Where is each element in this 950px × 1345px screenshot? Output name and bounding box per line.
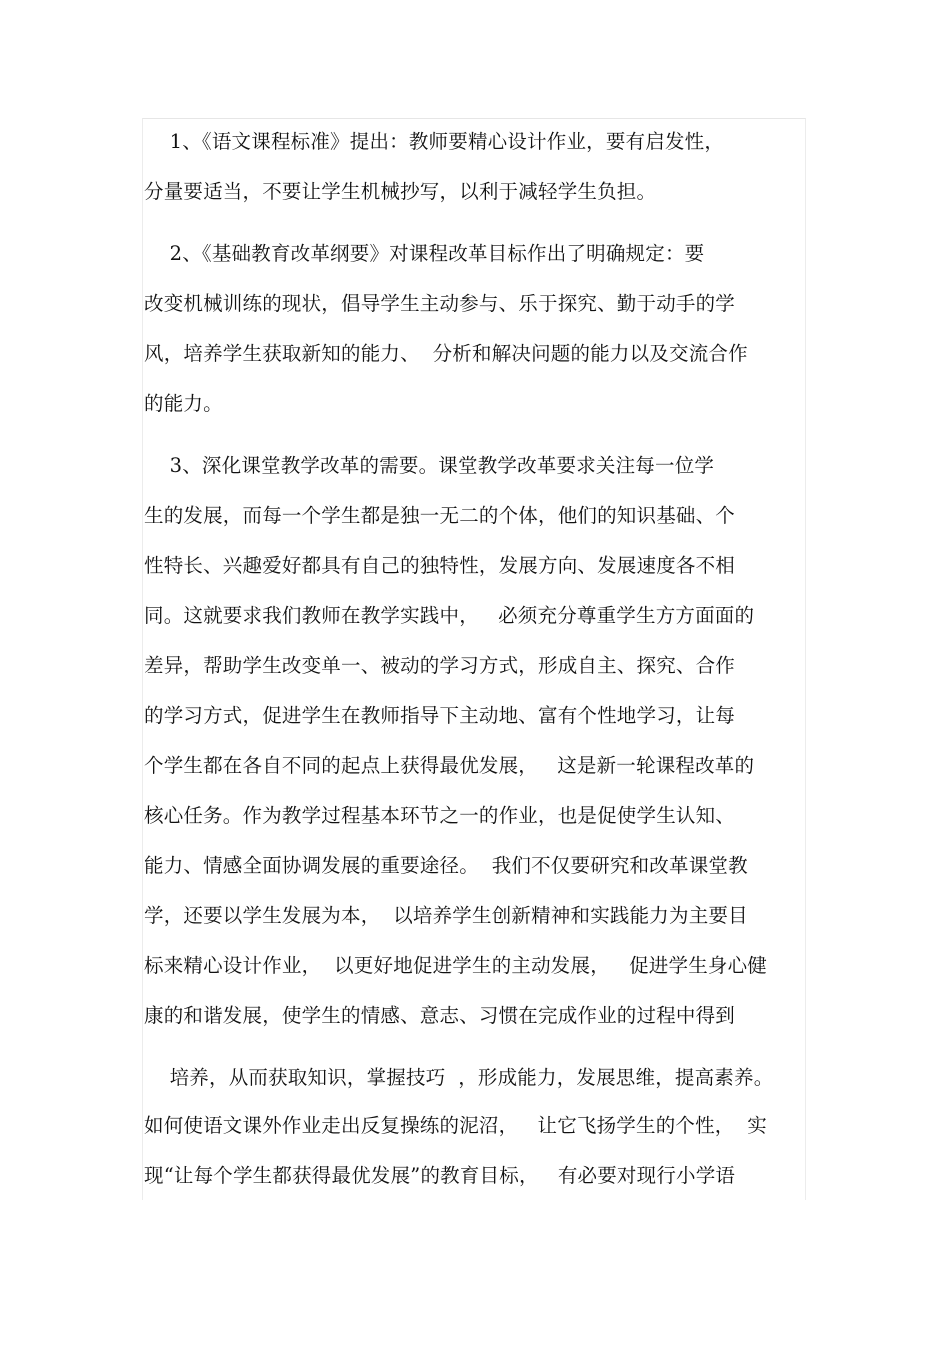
text-line-4: 改变机械训练的现状，倡导学生主动参与、乐于探究、勤于动手的学 [144,292,736,315]
text-line-21: 现“让每个学生都获得最优发展”的教育目标， 有必要对现行小学语 [144,1164,736,1187]
text-line-9: 性特长、兴趣爱好都具有自己的独特性，发展方向、发展速度各不相 [144,554,736,577]
text-line-15: 能力、情感全面协调发展的重要途径。 我们不仅要研究和改革课堂教 [144,854,748,877]
text-line-14: 核心任务。作为教学过程基本环节之一的作业，也是促使学生认知、 [144,804,736,827]
text-line-6: 的能力。 [144,392,223,415]
text-line-7: 3、深化课堂教学改革的需要。课堂教学改革要求关注每一位学 [144,454,715,477]
text-line-5: 风，培养学生获取新知的能力、 分析和解决问题的能力以及交流合作 [144,342,748,365]
text-line-12: 的学习方式，促进学生在教师指导下主动地、富有个性地学习，让每 [144,704,736,727]
text-line-13: 个学生都在各自不同的起点上获得最优发展， 这是新一轮课程改革的 [144,754,755,777]
text-line-2: 分量要适当，不要让学生机械抄写，以利于减轻学生负担。 [144,180,657,203]
text-line-8: 生的发展，而每一个学生都是独一无二的个体，他们的知识基础、个 [144,504,736,527]
text-line-11: 差异，帮助学生改变单一、被动的学习方式，形成自主、探究、合作 [144,654,736,677]
text-line-19: 培养，从而获取知识，掌握技巧 ，形成能力，发展思维，提高素养。 [144,1066,774,1089]
text-line-20: 如何使语文课外作业走出反复操练的泥沼， 让它飞扬学生的个性， 实 [144,1114,767,1137]
text-line-10: 同。这就要求我们教师在教学实践中， 必须充分尊重学生方方面面的 [144,604,755,627]
text-line-17: 标来精心设计作业， 以更好地促进学生的主动发展， 促进学生身心健 [144,954,767,977]
text-line-3: 2、《基础教育改革纲要》对课程改革目标作出了明确规定：要 [144,242,705,265]
text-line-1: 1、《语文课程标准》提出：教师要精心设计作业，要有启发性， [144,130,725,153]
text-line-16: 学，还要以学生发展为本， 以培养学生创新精神和实践能力为主要目 [144,904,748,927]
text-line-18: 康的和谐发展，使学生的情感、意志、习惯在完成作业的过程中得到 [144,1004,736,1027]
